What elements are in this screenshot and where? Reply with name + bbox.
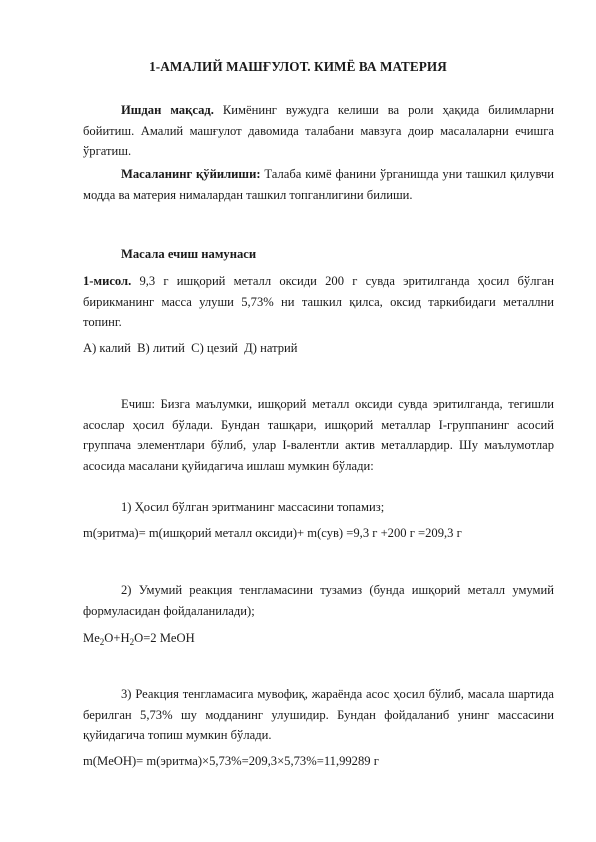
reaction-part-rest: O=2 MeOH	[134, 631, 195, 645]
reaction-subscript-1: 2	[99, 637, 105, 647]
answer-options: A) калий B) литий C) цезий Д) натрий	[83, 341, 298, 355]
goal-text: Кимёнинг вужудга келиши ва роли ҳақида билимларни бойитиш. Амалий машғулот давомида талабани мавзуга доир масалаларни ечишга ўргатиш.	[83, 103, 554, 158]
goal-paragraph	[83, 100, 554, 162]
problem-setting-paragraph	[83, 164, 554, 205]
reaction-subscript-2: 2	[129, 637, 135, 647]
problem-setting-label: Масаланинг қўйилиши:	[121, 167, 261, 181]
reaction-equation	[83, 628, 554, 649]
example-heading: Масала ечиш намунаси	[121, 247, 257, 261]
solution-intro: Ечиш: Бизга маълумки, ишқорий металл оксиди сувда эритилганда, тегишли асослар ҳосил бўлади. Бундан ташқари, ишқорий металлар I-группанинг асосий группача элементлари бўлиб, улар I-валентли актив металлардир. Шу маълумотлар асосида масалани қуйидагича ишлаш мумкин бўлади:	[83, 397, 554, 473]
reaction-part-oh: O+H	[104, 631, 130, 645]
example1-text: 9,3 г ишқорий металл оксиди 200 г сувда эритилганда ҳосил бўлган бирикманинг масса улуши 5,73% ни ташкил қилса, оксид таркибидаги металлни топинг.	[83, 274, 554, 329]
page-title: 1-АМАЛИЙ МАШҒУЛОТ. КИМЁ ВА МАТЕРИЯ	[149, 59, 447, 74]
reaction-part-me: Me	[83, 631, 100, 645]
formula-meoh-mass: m(MeOH)= m(эритма)×5,73%=209,3×5,73%=11,99289 г	[83, 754, 379, 768]
problem-setting-text: Талаба кимё фанини ўрганишда уни ташкил қилувчи модда ва материя нималардан ташкил топганлигини билиши.	[83, 167, 554, 202]
example1-paragraph	[83, 271, 554, 333]
example1-label: 1-мисол.	[83, 274, 132, 288]
step-2: 2) Умумий реакция тенгламасини тузамиз (бунда ишқорий металл умумий формуласидан фойдаланилади);	[83, 583, 554, 618]
formula-solution-mass: m(эритма)= m(ишқорий металл оксиди)+ m(сув) =9,3 г +200 г =209,3 г	[83, 526, 462, 540]
step-1: 1) Ҳосил бўлган эритманинг массасини топамиз;	[121, 500, 385, 514]
step-3: 3) Реакция тенгламасига мувофиқ, жараёнда асос ҳосил бўлиб, масала шартида берилган 5,73% шу модданинг улушидир. Бундан фойдаланиб унинг массасини қуйидагича топиш мумкин бўлади.	[83, 687, 554, 742]
goal-label: Ишдан мақсад.	[121, 103, 214, 117]
